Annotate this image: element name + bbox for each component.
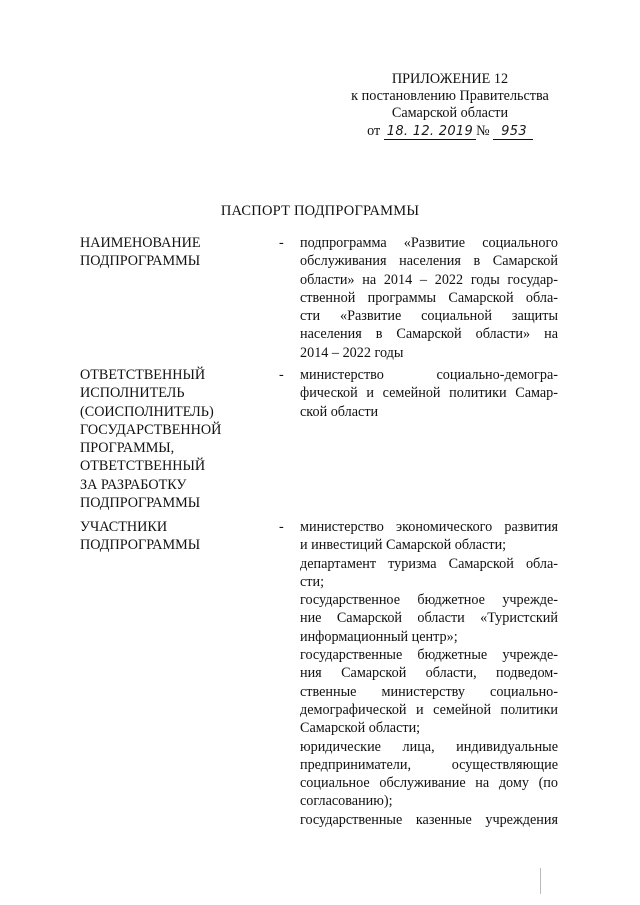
- value-line: сти;: [300, 573, 325, 590]
- row-value-participants: [300, 518, 558, 829]
- label-line: (СОИСПОЛНИТЕЛЬ): [80, 403, 214, 420]
- appendix-block: [330, 71, 570, 140]
- value-line: предприниматели, осуществляющие: [300, 756, 558, 773]
- appendix-region: Самарской области: [391, 105, 509, 121]
- value-line: и инвестиций Самарской области;: [300, 537, 507, 554]
- label-line: ЗА РАЗРАБОТКУ: [80, 476, 187, 493]
- value-line: подпрограмма «Развитие социального: [300, 235, 558, 251]
- row-dash: -: [279, 235, 284, 251]
- label-line: ПРОГРАММЫ,: [80, 440, 175, 457]
- value-line: государственные бюджетные учрежде-: [300, 647, 558, 664]
- row-label-responsible: [80, 366, 265, 512]
- label-line: ИСПОЛНИТЕЛЬ: [80, 385, 185, 402]
- value-line: Самарской области;: [300, 720, 421, 737]
- row-label-participants: [80, 518, 265, 555]
- label-line: НАИМЕНОВАНИЕ: [80, 235, 201, 251]
- row-label-name: [80, 234, 265, 271]
- value-line: сти «Развитие социальной защиты: [300, 308, 558, 325]
- value-line: 2014 – 2022 годы: [300, 344, 404, 361]
- value-line: департамент туризма Самарской обла-: [300, 555, 558, 572]
- label-line: ПОДПРОГРАММЫ: [80, 253, 201, 270]
- label-line: ПОДПРОГРАММЫ: [80, 537, 201, 554]
- value-line: ственные министерству социально-: [300, 683, 558, 700]
- value-line: области» на 2014 – 2022 годы государ-: [300, 271, 558, 288]
- handwritten-date: 18. 12. 2019: [384, 124, 476, 140]
- handwritten-number: 953: [493, 124, 533, 140]
- value-line: демографической и семейной политики: [300, 701, 558, 718]
- appendix-decree-ref: к постановлению Правительства: [351, 88, 549, 104]
- value-line: министерство социально-демогра-: [300, 367, 558, 383]
- value-line: государственные казенные учреждения: [300, 811, 558, 828]
- label-line: ОТВЕТСТВЕННЫЙ: [80, 458, 206, 475]
- value-line: информационный центр»;: [300, 628, 458, 645]
- value-line: обслуживания населения в Самарской: [300, 253, 558, 270]
- label-line: ГОСУДАРСТВЕННОЙ: [80, 421, 222, 438]
- row-value-name: [300, 234, 558, 362]
- appendix-date-number-line: [330, 123, 570, 140]
- value-line: юридические лица, индивидуальные: [300, 738, 558, 755]
- value-line: ние Самарской области «Туристский: [300, 610, 558, 627]
- label-line: УЧАСТНИКИ: [80, 519, 168, 535]
- appendix-title: ПРИЛОЖЕНИЕ 12: [391, 71, 509, 87]
- row-dash: -: [279, 519, 284, 535]
- label-line: ОТВЕТСТВЕННЫЙ: [80, 367, 206, 383]
- value-line: государственное бюджетное учрежде-: [300, 592, 558, 609]
- number-label: №: [476, 123, 490, 139]
- from-label: от: [367, 123, 381, 139]
- value-line: ской области: [300, 403, 379, 420]
- value-line: ния Самарской области, подведом-: [300, 665, 558, 682]
- value-line: ственной программы Самарской обла-: [300, 289, 558, 306]
- value-line: фической и семейной политики Самар-: [300, 385, 558, 402]
- row-dash: -: [279, 367, 284, 383]
- row-value-responsible: [300, 366, 558, 421]
- scan-mark: [540, 868, 541, 894]
- value-line: министерство экономического развития: [300, 519, 558, 535]
- value-line: согласованию);: [300, 793, 393, 810]
- value-line: населения в Самарской области» на: [300, 326, 558, 343]
- document-title: ПАСПОРТ ПОДПРОГРАММЫ: [220, 203, 420, 219]
- value-line: социальное обслуживание на дому (по: [300, 775, 558, 792]
- label-line: ПОДПРОГРАММЫ: [80, 495, 201, 512]
